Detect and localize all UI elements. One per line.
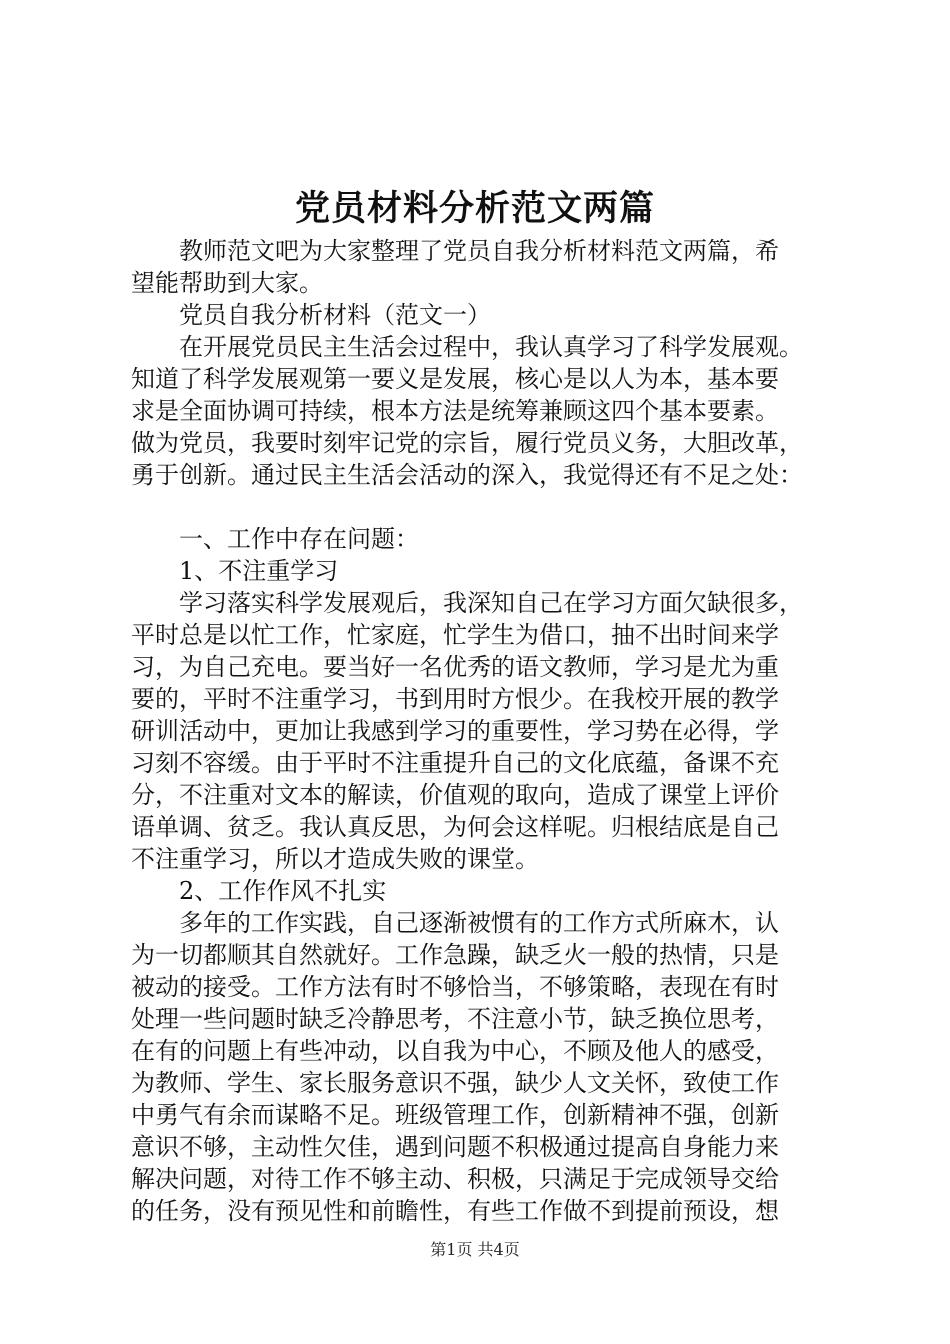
paragraph-line: 平时总是以忙工作，忙家庭，忙学生为借口，抽不出时间来学	[131, 621, 779, 649]
paragraph-line: 在开展党员民主生活会过程中，我认真学习了科学发展观。	[179, 333, 803, 361]
paragraph-line: 多年的工作实践，自己逐渐被惯有的工作方式所麻木，认	[179, 909, 779, 937]
subsection-heading: 2、工作作风不扎实	[179, 877, 387, 905]
paragraph-line: 分，不注重对文本的解读，价值观的取向，造成了课堂上评价	[131, 781, 779, 809]
paragraph-line: 习，为自己充电。要当好一名优秀的语文教师，学习是尤为重	[131, 653, 779, 681]
paragraph-line: 习刻不容缓。由于平时不注重提升自己的文化底蕴，备课不充	[131, 749, 779, 777]
document-body	[131, 235, 831, 1227]
section-heading: 党员自我分析材料（范文一）	[179, 301, 491, 329]
page-number-footer: 第1页 共4页	[430, 1240, 520, 1259]
paragraph-line: 学习落实科学发展观后，我深知自己在学习方面欠缺很多，	[179, 589, 803, 617]
document-title: 党员材料分析范文两篇	[294, 188, 655, 229]
paragraph-line: 做为党员，我要时刻牢记党的宗旨，履行党员义务，大胆改革，	[131, 429, 803, 457]
paragraph-line: 教师范文吧为大家整理了党员自我分析材料范文两篇，希	[179, 237, 779, 265]
paragraph-line: 要的，平时不注重学习，书到用时方恨少。在我校开展的教学	[131, 685, 779, 713]
paragraph-line: 的任务，没有预见性和前瞻性，有些工作做不到提前预设，想	[131, 1197, 779, 1225]
paragraph-line: 处理一些问题时缺乏冷静思考，不注意小节，缺乏换位思考，	[131, 1005, 779, 1033]
paragraph-line: 勇于创新。通过民主生活会活动的深入，我觉得还有不足之处：	[131, 461, 803, 489]
subsection-heading: 1、不注重学习	[179, 557, 339, 585]
paragraph-line: 研训活动中，更加让我感到学习的重要性，学习势在必得，学	[131, 717, 779, 745]
paragraph-line: 解决问题，对待工作不够主动、积极，只满足于完成领导交给	[131, 1165, 779, 1193]
section-heading: 一、工作中存在问题：	[179, 525, 419, 553]
paragraph-line: 意识不够，主动性欠佳，遇到问题不积极通过提高自身能力来	[131, 1133, 779, 1161]
paragraph-line: 望能帮助到大家。	[131, 269, 323, 297]
paragraph-line: 在有的问题上有些冲动，以自我为中心，不顾及他人的感受，	[131, 1037, 779, 1065]
paragraph-line: 为教师、学生、家长服务意识不强，缺少人文关怀，致使工作	[131, 1069, 779, 1097]
paragraph-line: 知道了科学发展观第一要义是发展，核心是以人为本，基本要	[131, 365, 779, 393]
paragraph-line: 被动的接受。工作方法有时不够恰当，不够策略，表现在有时	[131, 973, 779, 1001]
paragraph-line: 不注重学习，所以才造成失败的课堂。	[131, 845, 539, 873]
paragraph-line: 中勇气有余而谋略不足。班级管理工作，创新精神不强，创新	[131, 1101, 779, 1129]
paragraph-line: 为一切都顺其自然就好。工作急躁，缺乏火一般的热情，只是	[131, 941, 779, 969]
paragraph-line: 求是全面协调可持续，根本方法是统筹兼顾这四个基本要素。	[131, 397, 779, 425]
paragraph-gap	[131, 491, 831, 523]
paragraph-line: 语单调、贫乏。我认真反思，为何会这样呢。归根结底是自己	[131, 813, 779, 841]
